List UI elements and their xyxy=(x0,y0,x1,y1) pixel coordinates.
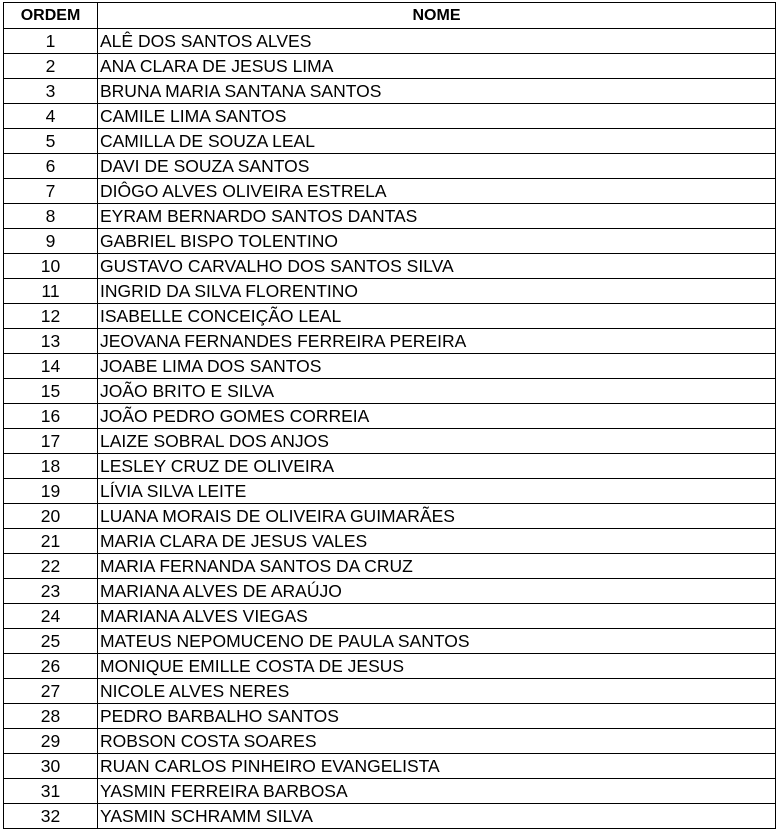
row-ordem-cell: 17 xyxy=(4,429,98,454)
table-row xyxy=(4,579,776,604)
column-header-ordem: ORDEM xyxy=(4,3,98,29)
row-ordem-cell: 26 xyxy=(4,654,98,679)
row-ordem-cell: 1 xyxy=(4,29,98,54)
row-nome-cell: LÍVIA SILVA LEITE xyxy=(98,479,776,504)
row-nome-cell: GUSTAVO CARVALHO DOS SANTOS SILVA xyxy=(98,254,776,279)
row-nome-cell: BRUNA MARIA SANTANA SANTOS xyxy=(98,79,776,104)
row-nome-cell: GABRIEL BISPO TOLENTINO xyxy=(98,229,776,254)
table-row xyxy=(4,154,776,179)
row-ordem-cell: 19 xyxy=(4,479,98,504)
row-ordem-cell: 24 xyxy=(4,604,98,629)
row-nome-cell: LAIZE SOBRAL DOS ANJOS xyxy=(98,429,776,454)
row-ordem-cell: 3 xyxy=(4,79,98,104)
header-row xyxy=(4,3,776,29)
row-ordem-cell: 21 xyxy=(4,529,98,554)
row-nome-cell: JOÃO BRITO E SILVA xyxy=(98,379,776,404)
row-nome-cell: INGRID DA SILVA FLORENTINO xyxy=(98,279,776,304)
row-ordem-cell: 7 xyxy=(4,179,98,204)
row-ordem-cell: 2 xyxy=(4,54,98,79)
row-nome-cell: EYRAM BERNARDO SANTOS DANTAS xyxy=(98,204,776,229)
row-ordem-cell: 5 xyxy=(4,129,98,154)
table-row xyxy=(4,729,776,754)
table-header xyxy=(4,3,776,29)
table-body xyxy=(4,29,776,829)
table-row xyxy=(4,804,776,829)
row-nome-cell: LESLEY CRUZ DE OLIVEIRA xyxy=(98,454,776,479)
row-nome-cell: DIÔGO ALVES OLIVEIRA ESTRELA xyxy=(98,179,776,204)
row-ordem-cell: 23 xyxy=(4,579,98,604)
row-ordem-cell: 29 xyxy=(4,729,98,754)
row-nome-cell: JOABE LIMA DOS SANTOS xyxy=(98,354,776,379)
row-ordem-cell: 9 xyxy=(4,229,98,254)
table-row xyxy=(4,754,776,779)
column-header-nome: NOME xyxy=(98,3,776,29)
table-row xyxy=(4,479,776,504)
row-nome-cell: MONIQUE EMILLE COSTA DE JESUS xyxy=(98,654,776,679)
roster-sheet xyxy=(3,2,775,829)
row-nome-cell: CAMILE LIMA SANTOS xyxy=(98,104,776,129)
row-ordem-cell: 20 xyxy=(4,504,98,529)
row-nome-cell: YASMIN FERREIRA BARBOSA xyxy=(98,779,776,804)
table-row xyxy=(4,104,776,129)
row-ordem-cell: 18 xyxy=(4,454,98,479)
row-ordem-cell: 28 xyxy=(4,704,98,729)
table-row xyxy=(4,629,776,654)
table-row xyxy=(4,404,776,429)
row-ordem-cell: 12 xyxy=(4,304,98,329)
roster-table xyxy=(3,2,776,829)
table-row xyxy=(4,29,776,54)
row-ordem-cell: 16 xyxy=(4,404,98,429)
row-nome-cell: JOÃO PEDRO GOMES CORREIA xyxy=(98,404,776,429)
row-ordem-cell: 30 xyxy=(4,754,98,779)
table-row xyxy=(4,529,776,554)
table-row xyxy=(4,504,776,529)
row-ordem-cell: 27 xyxy=(4,679,98,704)
table-row xyxy=(4,779,776,804)
table-row xyxy=(4,454,776,479)
table-row xyxy=(4,704,776,729)
row-ordem-cell: 4 xyxy=(4,104,98,129)
row-nome-cell: MARIA FERNANDA SANTOS DA CRUZ xyxy=(98,554,776,579)
table-row xyxy=(4,554,776,579)
table-row xyxy=(4,79,776,104)
row-nome-cell: PEDRO BARBALHO SANTOS xyxy=(98,704,776,729)
table-row xyxy=(4,654,776,679)
row-nome-cell: DAVI DE SOUZA SANTOS xyxy=(98,154,776,179)
row-ordem-cell: 10 xyxy=(4,254,98,279)
table-row xyxy=(4,54,776,79)
row-nome-cell: MARIANA ALVES DE ARAÚJO xyxy=(98,579,776,604)
row-ordem-cell: 15 xyxy=(4,379,98,404)
row-nome-cell: YASMIN SCHRAMM SILVA xyxy=(98,804,776,829)
row-ordem-cell: 11 xyxy=(4,279,98,304)
table-row xyxy=(4,129,776,154)
row-nome-cell: ROBSON COSTA SOARES xyxy=(98,729,776,754)
table-row xyxy=(4,354,776,379)
table-row xyxy=(4,229,776,254)
row-nome-cell: MARIA CLARA DE JESUS VALES xyxy=(98,529,776,554)
table-row xyxy=(4,429,776,454)
table-row xyxy=(4,379,776,404)
table-row xyxy=(4,179,776,204)
row-nome-cell: ISABELLE CONCEIÇÃO LEAL xyxy=(98,304,776,329)
row-nome-cell: CAMILLA DE SOUZA LEAL xyxy=(98,129,776,154)
table-row xyxy=(4,254,776,279)
row-nome-cell: MARIANA ALVES VIEGAS xyxy=(98,604,776,629)
table-row xyxy=(4,279,776,304)
row-nome-cell: RUAN CARLOS PINHEIRO EVANGELISTA xyxy=(98,754,776,779)
table-row xyxy=(4,329,776,354)
row-ordem-cell: 25 xyxy=(4,629,98,654)
table-row xyxy=(4,604,776,629)
row-ordem-cell: 13 xyxy=(4,329,98,354)
row-ordem-cell: 14 xyxy=(4,354,98,379)
row-nome-cell: NICOLE ALVES NERES xyxy=(98,679,776,704)
row-ordem-cell: 8 xyxy=(4,204,98,229)
row-nome-cell: LUANA MORAIS DE OLIVEIRA GUIMARÃES xyxy=(98,504,776,529)
row-nome-cell: MATEUS NEPOMUCENO DE PAULA SANTOS xyxy=(98,629,776,654)
row-nome-cell: JEOVANA FERNANDES FERREIRA PEREIRA xyxy=(98,329,776,354)
row-ordem-cell: 31 xyxy=(4,779,98,804)
table-row xyxy=(4,304,776,329)
row-ordem-cell: 6 xyxy=(4,154,98,179)
table-row xyxy=(4,679,776,704)
row-ordem-cell: 22 xyxy=(4,554,98,579)
row-nome-cell: ANA CLARA DE JESUS LIMA xyxy=(98,54,776,79)
table-row xyxy=(4,204,776,229)
row-ordem-cell: 32 xyxy=(4,804,98,829)
row-nome-cell: ALÊ DOS SANTOS ALVES xyxy=(98,29,776,54)
